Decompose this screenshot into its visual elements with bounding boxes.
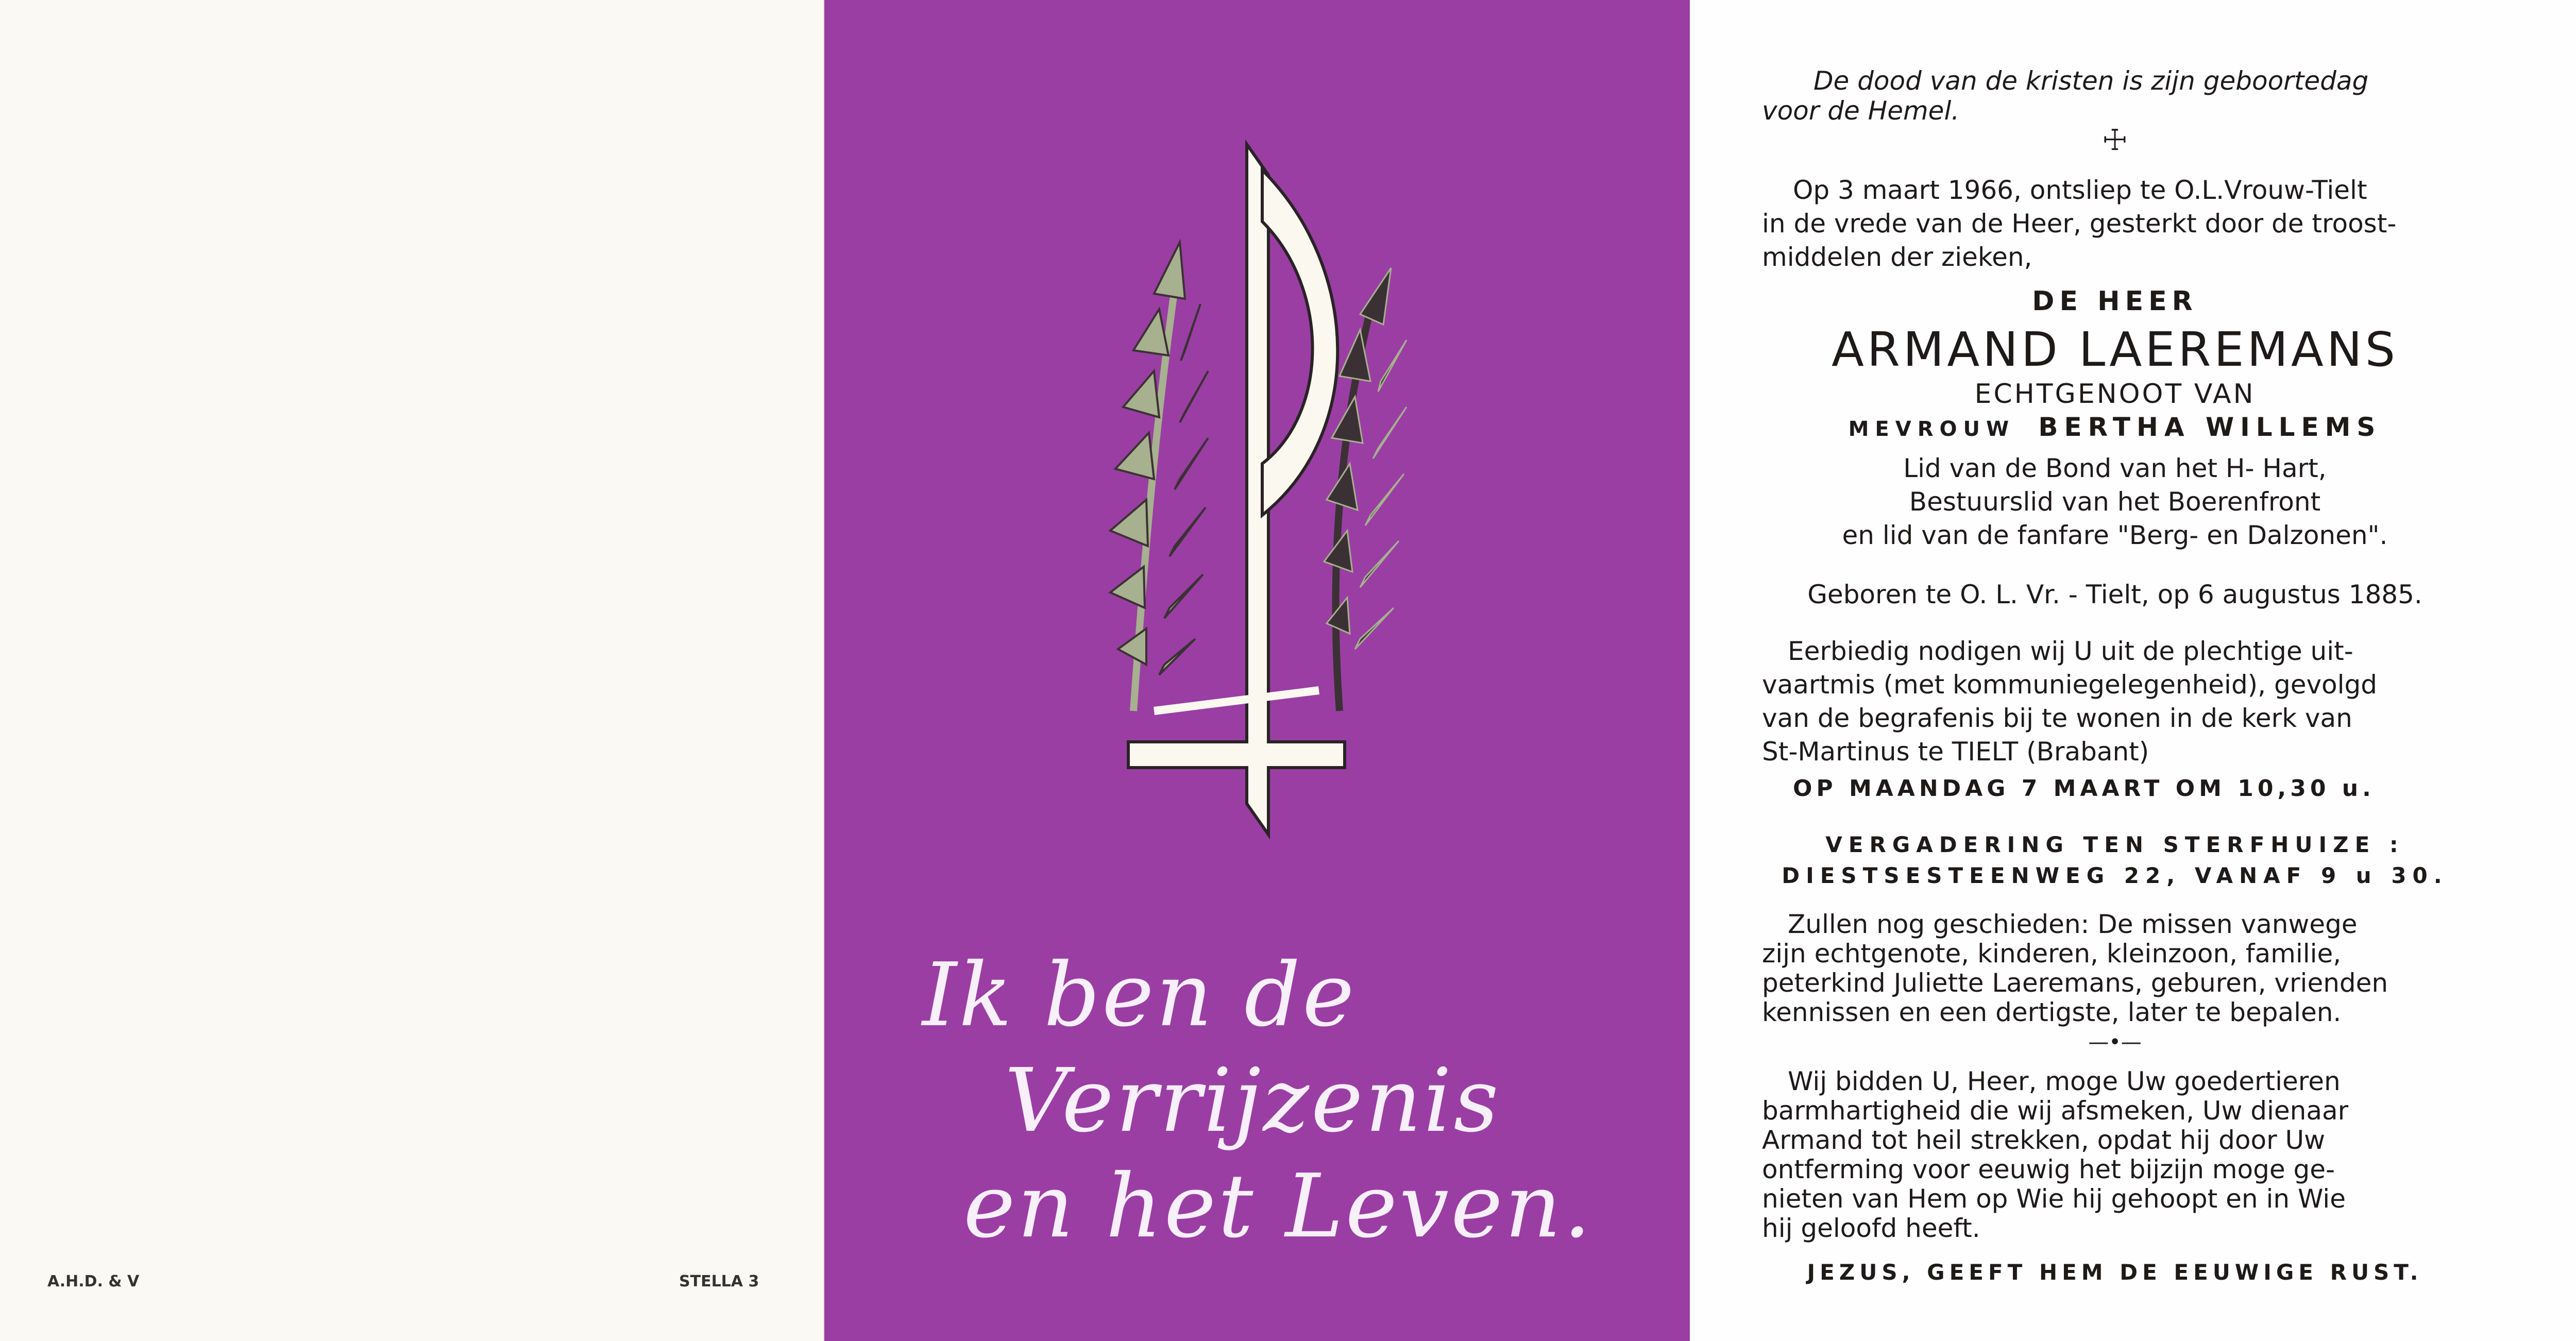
publisher-mark: A.H.D. & V [47, 1272, 140, 1291]
membership-line-1: Lid van de Bond van het H- Hart, [1903, 453, 2327, 483]
de-heer-label: DE HEER [2032, 286, 2198, 317]
spouse-name: BERTHA WILLEMS [2038, 412, 2382, 442]
final-prayer: JEZUS, GEEFT HEM DE EEUWIGE RUST. [1807, 1260, 2423, 1285]
funeral-line-4: St-Martinus te TIELT (Brabant) [1762, 737, 2149, 767]
prayer-line-3: Armand tot heil strekken, opdat hij door Uw [1762, 1125, 2326, 1155]
meeting-line-2: DIESTSESTEENWEG 22, VANAF 9 u 30. [1782, 863, 2448, 888]
masses-line-3: peterkind Juliette Laeremans, geburen, vrienden [1762, 968, 2388, 998]
prayer-line-5: nieten van Hem op Wie hij gehoopt en in Wie [1762, 1184, 2346, 1214]
membership-line-3: en lid van de fanfare "Berg- en Dalzonen". [1842, 520, 2388, 550]
intro-line-3: middelen der zieken, [1762, 242, 2032, 272]
meeting-line-1: VERGADERING TEN STERFHUIZE : [1825, 832, 2404, 857]
deceased-name: ARMAND LAEREMANS [1831, 322, 2399, 377]
family-list-panel [2540, 0, 2576, 1341]
prayer-line-6: hij geloofd heeft. [1762, 1213, 1980, 1243]
chi-rho-cross-icon [1128, 144, 1345, 835]
prayer-line-2: barmhartigheid die wij afsmeken, Uw dienaar [1762, 1096, 2349, 1126]
masses-line-4: kennissen en een dertigste, later te bepalen. [1762, 997, 2342, 1027]
funeral-date: OP MAANDAG 7 MAART OM 10,30 u. [1793, 775, 2375, 802]
wheat-left-icon [1110, 242, 1208, 711]
funeral-line-2: vaartmis (met kommuniegelegenheid), gevolgd [1762, 670, 2378, 700]
prayer-line-4: ontferming voor eeuwig het bijzijn moge ge- [1762, 1155, 2335, 1184]
cover-title-line-1: Ik ben de [922, 944, 1357, 1046]
prayer-line-1: Wij bidden U, Heer, moge Uw goedertieren [1788, 1066, 2341, 1096]
cover-title-line-3: en het Leven. [963, 1156, 1594, 1258]
spouse-label: ECHTGENOOT VAN [1974, 379, 2256, 410]
masses-line-1: Zullen nog geschieden: De missen vanwege [1788, 909, 2358, 939]
masses-line-2: zijn echtgenote, kinderen, kleinzoon, familie, [1762, 939, 2342, 969]
spouse-line [1700, 412, 2530, 442]
cover-title [922, 943, 1654, 1260]
membership-line-2: Bestuurslid van het Boerenfront [1909, 487, 2321, 517]
intro-line-2: in de vrede van de Heer, gesterkt door de troost- [1762, 209, 2397, 239]
funeral-line-1: Eerbiedig nodigen wij U uit de plechtige uit- [1788, 636, 2353, 666]
front-cover-panel [824, 0, 1690, 1341]
intro-line-1: Op 3 maart 1966, ontsliep te O.L.Vrouw-Tielt [1793, 175, 2367, 205]
motto-line-2: voor de Hemel. [1762, 96, 1960, 126]
divider-ornament: —•— [2088, 1030, 2142, 1054]
cross-icon: ☩ [2102, 124, 2128, 157]
spouse-prefix: MEVROUW [1848, 417, 2015, 441]
cover-title-line-2: Verrijzenis [1005, 1050, 1501, 1152]
funeral-line-3: van de begrafenis bij te wonen in de kerk van [1762, 703, 2352, 733]
back-cover-panel [0, 0, 824, 1341]
motto-line-1: De dood van de kristen is zijn geboortedag [1814, 66, 2369, 96]
wheat-binding-icon [1154, 690, 1319, 711]
birth-line: Geboren te O. L. Vr. - Tielt, op 6 augustus 1885. [1807, 580, 2422, 609]
card-mark: STELLA 3 [679, 1272, 759, 1291]
